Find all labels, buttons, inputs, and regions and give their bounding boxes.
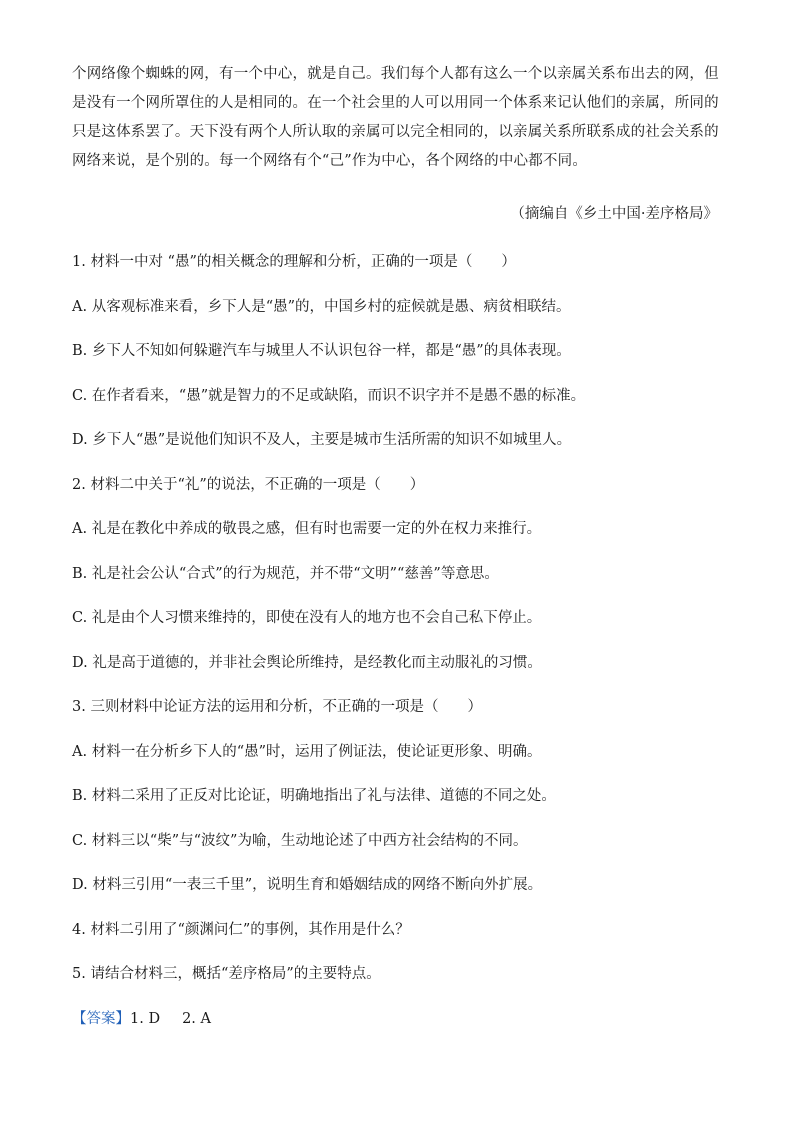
question-2-option-d: D. 礼是高于道德的，并非社会舆论所维持，是经教化而主动服礼的习惯。 (72, 655, 542, 671)
question-2-stem: 2. 材料二中关于“礼”的说法，不正确的一项是（ ） (72, 477, 425, 493)
question-2-option-c: C. 礼是由个人习惯来维持的，即使在没有人的地方也不会自己私下停止。 (72, 610, 542, 626)
intro-paragraph: 个网络像个蜘蛛的网，有一个中心，就是自己。我们每个人都有这么一个以亲属关系布出去的网，但是没有一个网所罩住的人是相同的。在一个社会里的人可以用同一个体系来记认他们的亲属，所同的只是这体系罢了。天下没有两个人所认取的亲属可以完全相同的，以亲属关系所联系成的社会关系的网络来说，是个别的。每一个网络有个“己”作为中心，各个网络的中心都不同。 (72, 66, 719, 169)
question-3-option-b: B. 材料二采用了正反对比论证，明确地指出了礼与法律、道德的不同之处。 (72, 788, 556, 804)
question-3-option-c: C. 材料三以“柴”与“波纹”为喻，生动地论述了中西方社会结构的不同。 (72, 833, 528, 849)
question-2-option-a: A. 礼是在教化中养成的敬畏之感，但有时也需要一定的外在权力来推行。 (72, 521, 542, 537)
question-5-stem: 5. 请结合材料三，概括“差序格局”的主要特点。 (72, 966, 381, 982)
answer-line (72, 1007, 211, 1028)
question-1-option-d: D. 乡下人“愚”是说他们知识不及人，主要是城市生活所需的知识不如城里人。 (72, 432, 572, 448)
answer-item-1: 1. D (130, 1011, 161, 1027)
question-1-option-a: A. 从客观标准来看，乡下人是“愚”的，中国乡村的症候就是愚、病贫相联结。 (72, 299, 571, 315)
question-1-option-b: B. 乡下人不知如何躲避汽车与城里人不认识包谷一样，都是“愚”的具体表现。 (72, 343, 571, 359)
question-4-stem: 4. 材料二引用了“颜渊问仁”的事例，其作用是什么？ (72, 922, 410, 938)
question-3-option-d: D. 材料三引用“一表三千里”，说明生育和婚姻结成的网络不断向外扩展。 (72, 877, 543, 893)
question-2-option-b: B. 礼是社会公认“合式”的行为规范，并不带“文明”“慈善”等意思。 (72, 566, 499, 582)
answer-tag: 【答案】 (72, 1011, 130, 1027)
question-3-stem: 3. 三则材料中论证方法的运用和分析，不正确的一项是（ ） (72, 699, 482, 715)
question-1-option-c: C. 在作者看来，“愚”就是智力的不足或缺陷，而识不识字并不是愚不愚的标准。 (72, 388, 586, 404)
question-3-option-a: A. 材料一在分析乡下人的“愚”时，运用了例证法，使论证更形象、明确。 (72, 744, 542, 760)
answer-item-2: 2. A (182, 1011, 211, 1027)
source-citation: （摘编自《乡土中国·差序格局》 (510, 206, 718, 222)
question-1-stem: 1. 材料一中对 “愚”的相关概念的理解和分析，正确的一项是（ ） (72, 254, 516, 270)
